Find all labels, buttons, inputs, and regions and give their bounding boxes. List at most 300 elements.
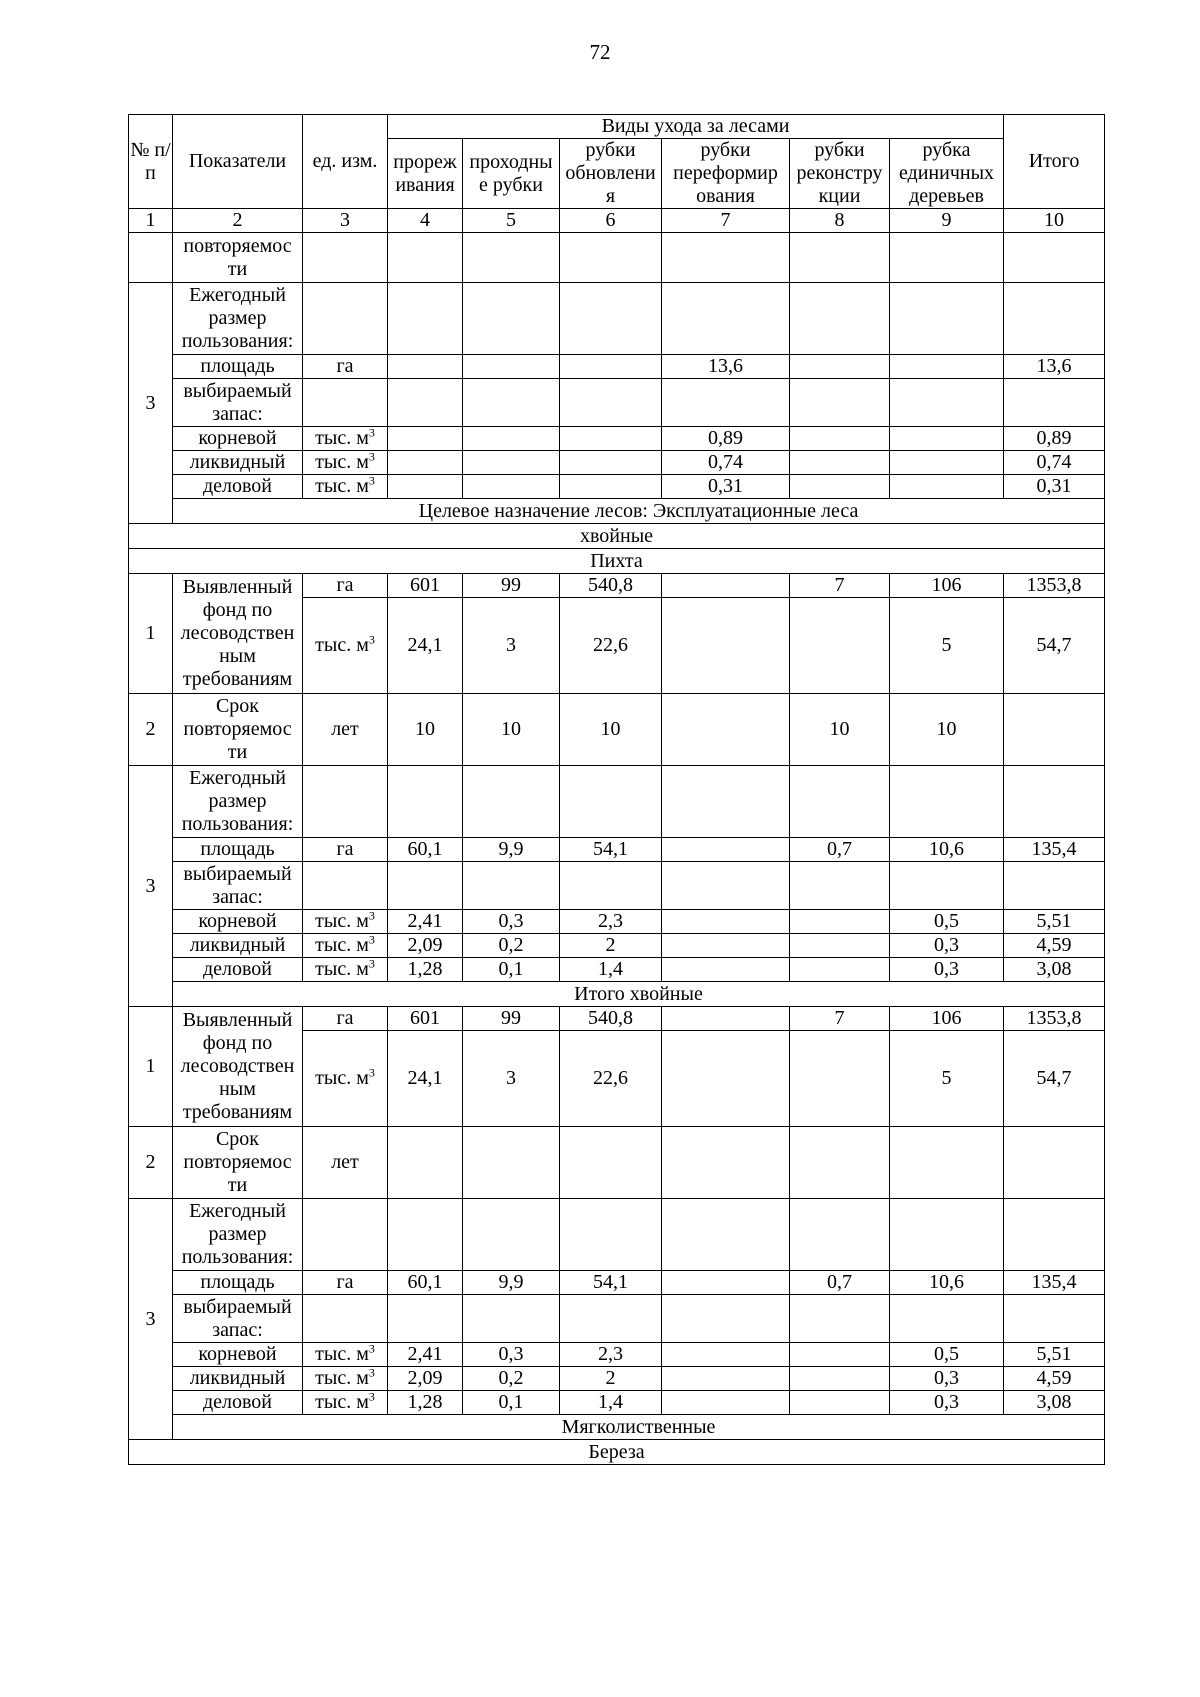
value-thinning: 601 [388, 574, 463, 598]
value-passage: 0,3 [463, 910, 560, 934]
table-row [129, 910, 1105, 934]
value-renewal: 10 [560, 694, 662, 766]
value-thinning [388, 862, 463, 910]
value-single-tree: 10 [890, 694, 1004, 766]
value-total: 1353,8 [1004, 1007, 1105, 1031]
value-reformation [662, 766, 790, 838]
value-reconstruction [790, 598, 890, 694]
value-total [1004, 766, 1105, 838]
table-row [129, 982, 1105, 1007]
value-passage: 0,1 [463, 1391, 560, 1415]
value-total: 4,59 [1004, 934, 1105, 958]
row-number [129, 233, 173, 283]
indicator-liquid: ликвидный [173, 451, 303, 475]
table-row [129, 958, 1105, 982]
table-row [129, 1440, 1105, 1465]
section-title-softwood: Мягколиственные [173, 1415, 1105, 1440]
value-thinning: 2,41 [388, 910, 463, 934]
table-row [129, 283, 1105, 355]
unit-superscript: 3 [368, 933, 375, 947]
unit-empty [303, 233, 388, 283]
unit-superscript: 3 [368, 450, 375, 464]
value-reconstruction [790, 427, 890, 451]
indicator-area: площадь [173, 355, 303, 379]
value-total [1004, 694, 1105, 766]
value-thinning [388, 475, 463, 499]
label-line: фонд по лесоводствен ным требованиям [180, 1032, 295, 1123]
value-reformation [662, 694, 790, 766]
forest-care-table [128, 114, 1105, 1465]
indicator-root: корневой [173, 427, 303, 451]
value-passage: 3 [463, 1031, 560, 1127]
value-passage [463, 283, 560, 355]
col-number: 6 [560, 209, 662, 233]
value-reformation [662, 838, 790, 862]
value-thinning: 60,1 [388, 838, 463, 862]
unit-superscript: 3 [368, 909, 375, 923]
table-row [129, 934, 1105, 958]
value-passage [463, 427, 560, 451]
value-renewal: 1,4 [560, 1391, 662, 1415]
indicator-area: площадь [173, 1271, 303, 1295]
value-thinning: 1,28 [388, 1391, 463, 1415]
value-renewal [560, 355, 662, 379]
value-passage: 0,3 [463, 1343, 560, 1367]
unit-ths-m3 [303, 1367, 388, 1391]
col-number: 9 [890, 209, 1004, 233]
value-reconstruction [790, 766, 890, 838]
value-renewal: 22,6 [560, 598, 662, 694]
row-number: 3 [129, 1199, 173, 1440]
value-reconstruction [790, 233, 890, 283]
value-reformation [662, 283, 790, 355]
col-number: 7 [662, 209, 790, 233]
value-total [1004, 862, 1105, 910]
value-passage: 0,1 [463, 958, 560, 982]
value-reconstruction [790, 1391, 890, 1415]
indicator-annual: Ежегодный размер пользования: [173, 283, 303, 355]
value-total [1004, 1127, 1105, 1199]
row-number: 2 [129, 1127, 173, 1199]
value-reformation [662, 1343, 790, 1367]
label-line: Выявленный [182, 576, 293, 598]
value-renewal [560, 233, 662, 283]
value-reformation [662, 934, 790, 958]
row-number: 2 [129, 694, 173, 766]
table-row [129, 1415, 1105, 1440]
value-thinning: 60,1 [388, 1271, 463, 1295]
unit-label: тыс. м [315, 427, 369, 449]
value-thinning [388, 427, 463, 451]
unit-empty [303, 283, 388, 355]
section-title-fir: Пихта [129, 549, 1105, 574]
value-renewal: 2,3 [560, 910, 662, 934]
value-single-tree: 5 [890, 1031, 1004, 1127]
table-row [129, 1127, 1105, 1199]
value-reconstruction [790, 1199, 890, 1271]
value-single-tree [890, 283, 1004, 355]
section-title-total_conifers: Итого хвойные [173, 982, 1105, 1007]
value-single-tree: 0,5 [890, 1343, 1004, 1367]
value-reconstruction [790, 1295, 890, 1343]
value-total: 3,08 [1004, 958, 1105, 982]
value-single-tree [890, 379, 1004, 427]
value-single-tree: 10,6 [890, 838, 1004, 862]
value-total [1004, 1295, 1105, 1343]
value-passage [463, 233, 560, 283]
value-passage: 9,9 [463, 838, 560, 862]
unit-superscript: 3 [368, 1366, 375, 1380]
unit-label: тыс. м [315, 1067, 369, 1089]
indicator-stock: выбираемый запас: [173, 379, 303, 427]
section-title-birch: Береза [129, 1440, 1105, 1465]
unit-ha: га [303, 1007, 388, 1031]
value-reformation [662, 379, 790, 427]
header-reconstruction-cutting: рубки реконстру кции [790, 139, 890, 209]
section-title-conifers: хвойные [129, 524, 1105, 549]
value-renewal: 2 [560, 1367, 662, 1391]
unit-ths-m3 [303, 475, 388, 499]
value-reconstruction [790, 934, 890, 958]
value-renewal: 22,6 [560, 1031, 662, 1127]
indicator-period-cont: повторяемос ти [173, 233, 303, 283]
value-renewal: 540,8 [560, 1007, 662, 1031]
value-total: 5,51 [1004, 910, 1105, 934]
value-thinning: 601 [388, 1007, 463, 1031]
unit-ha: га [303, 838, 388, 862]
value-single-tree [890, 475, 1004, 499]
unit-ths-m3 [303, 958, 388, 982]
header-reformation-cutting: рубки переформир ования [662, 139, 790, 209]
value-total: 0,74 [1004, 451, 1105, 475]
unit-ha: га [303, 355, 388, 379]
value-thinning [388, 283, 463, 355]
row-number: 1 [129, 1007, 173, 1127]
value-renewal: 2,3 [560, 1343, 662, 1367]
section-title-purpose: Целевое назначение лесов: Эксплуатационные леса [173, 499, 1105, 524]
value-total: 54,7 [1004, 1031, 1105, 1127]
value-passage [463, 1295, 560, 1343]
col-number: 10 [1004, 209, 1105, 233]
table-row [129, 1199, 1105, 1271]
value-renewal: 1,4 [560, 958, 662, 982]
table-row [129, 549, 1105, 574]
indicator-annual: Ежегодный размер пользования: [173, 766, 303, 838]
unit-superscript: 3 [368, 957, 375, 971]
header-single-tree-cutting: рубка единичных деревьев [890, 139, 1004, 209]
indicator-period: Срок повторяемос ти [173, 694, 303, 766]
value-renewal [560, 427, 662, 451]
row-number: 1 [129, 574, 173, 694]
value-single-tree: 5 [890, 598, 1004, 694]
value-thinning [388, 1295, 463, 1343]
value-total: 54,7 [1004, 598, 1105, 694]
value-single-tree: 0,3 [890, 1367, 1004, 1391]
header-unit: ед. изм. [303, 115, 388, 209]
value-single-tree: 0,3 [890, 934, 1004, 958]
unit-ths-m3 [303, 451, 388, 475]
value-reconstruction [790, 475, 890, 499]
unit-label: тыс. м [315, 1391, 369, 1413]
value-reformation: 13,6 [662, 355, 790, 379]
value-reformation [662, 574, 790, 598]
table-row [129, 1343, 1105, 1367]
unit-years: лет [303, 1127, 388, 1199]
value-thinning: 2,41 [388, 1343, 463, 1367]
value-reformation: 0,74 [662, 451, 790, 475]
value-reconstruction: 10 [790, 694, 890, 766]
col-number: 4 [388, 209, 463, 233]
value-reformation [662, 1007, 790, 1031]
indicator-root: корневой [173, 910, 303, 934]
value-thinning [388, 379, 463, 427]
indicator-liquid: ликвидный [173, 1367, 303, 1391]
value-passage: 99 [463, 1007, 560, 1031]
value-reconstruction: 0,7 [790, 1271, 890, 1295]
indicator-liquid: ликвидный [173, 934, 303, 958]
value-renewal [560, 283, 662, 355]
value-passage [463, 766, 560, 838]
value-reformation [662, 958, 790, 982]
value-total: 0,89 [1004, 427, 1105, 451]
value-reformation [662, 1271, 790, 1295]
unit-label: тыс. м [315, 1343, 369, 1365]
value-single-tree [890, 427, 1004, 451]
value-reconstruction: 0,7 [790, 838, 890, 862]
value-reconstruction: 7 [790, 574, 890, 598]
value-renewal: 2 [560, 934, 662, 958]
value-renewal: 54,1 [560, 838, 662, 862]
value-single-tree [890, 862, 1004, 910]
value-passage [463, 379, 560, 427]
table-row [129, 862, 1105, 910]
value-single-tree [890, 766, 1004, 838]
page-number: 72 [589, 40, 611, 64]
value-reformation [662, 233, 790, 283]
value-reconstruction [790, 1031, 890, 1127]
unit-ths-m3 [303, 1343, 388, 1367]
unit-ths-m3 [303, 910, 388, 934]
indicator-root: корневой [173, 1343, 303, 1367]
header-n: № п/п [129, 115, 173, 209]
col-number: 8 [790, 209, 890, 233]
value-passage [463, 1127, 560, 1199]
value-reconstruction [790, 355, 890, 379]
unit-superscript: 3 [368, 632, 375, 647]
value-renewal [560, 1127, 662, 1199]
value-thinning: 24,1 [388, 1031, 463, 1127]
table-row [129, 475, 1105, 499]
value-reformation [662, 862, 790, 910]
value-renewal: 540,8 [560, 574, 662, 598]
col-number: 2 [173, 209, 303, 233]
table-row [129, 694, 1105, 766]
value-total: 135,4 [1004, 1271, 1105, 1295]
table-row [129, 233, 1105, 283]
value-passage [463, 475, 560, 499]
value-renewal [560, 862, 662, 910]
value-thinning [388, 1127, 463, 1199]
unit-label: тыс. м [315, 934, 369, 956]
value-renewal [560, 1199, 662, 1271]
value-single-tree: 106 [890, 574, 1004, 598]
unit-ths-m3 [303, 934, 388, 958]
value-thinning: 2,09 [388, 934, 463, 958]
header-indicator: Показатели [173, 115, 303, 209]
value-reconstruction [790, 1343, 890, 1367]
indicator-area: площадь [173, 838, 303, 862]
value-passage: 0,2 [463, 1367, 560, 1391]
unit-ha: га [303, 574, 388, 598]
indicator-business: деловой [173, 1391, 303, 1415]
unit-years: лет [303, 694, 388, 766]
value-total [1004, 233, 1105, 283]
value-reformation [662, 910, 790, 934]
indicator-stock: выбираемый запас: [173, 862, 303, 910]
table-row [129, 574, 1105, 598]
unit-empty [303, 766, 388, 838]
value-reconstruction [790, 1367, 890, 1391]
value-renewal [560, 451, 662, 475]
indicator-business: деловой [173, 475, 303, 499]
value-passage: 0,2 [463, 934, 560, 958]
table-row [129, 524, 1105, 549]
value-reconstruction [790, 1127, 890, 1199]
col-number: 5 [463, 209, 560, 233]
value-thinning [388, 233, 463, 283]
indicator-found [173, 574, 303, 694]
unit-empty [303, 1199, 388, 1271]
value-total [1004, 283, 1105, 355]
indicator-annual: Ежегодный размер пользования: [173, 1199, 303, 1271]
value-total: 0,31 [1004, 475, 1105, 499]
table-row [129, 451, 1105, 475]
table-row [129, 499, 1105, 524]
indicator-found [173, 1007, 303, 1127]
value-reconstruction: 7 [790, 1007, 890, 1031]
value-thinning [388, 766, 463, 838]
value-thinning: 2,09 [388, 1367, 463, 1391]
value-thinning: 10 [388, 694, 463, 766]
value-reformation: 0,89 [662, 427, 790, 451]
value-single-tree [890, 1199, 1004, 1271]
value-passage [463, 862, 560, 910]
value-single-tree: 106 [890, 1007, 1004, 1031]
unit-label: тыс. м [315, 475, 369, 497]
value-reformation [662, 1199, 790, 1271]
value-reconstruction [790, 910, 890, 934]
table-row [129, 1295, 1105, 1343]
value-reformation [662, 1367, 790, 1391]
table-row [129, 1007, 1105, 1031]
unit-label: тыс. м [315, 451, 369, 473]
unit-label: тыс. м [315, 634, 369, 656]
value-renewal [560, 766, 662, 838]
value-total: 3,08 [1004, 1391, 1105, 1415]
value-reformation [662, 1391, 790, 1415]
value-single-tree [890, 233, 1004, 283]
unit-superscript: 3 [368, 474, 375, 488]
value-passage: 99 [463, 574, 560, 598]
value-renewal [560, 1295, 662, 1343]
table-row [129, 427, 1105, 451]
col-number: 3 [303, 209, 388, 233]
value-single-tree [890, 355, 1004, 379]
value-reformation [662, 1127, 790, 1199]
unit-ha: га [303, 1271, 388, 1295]
value-reconstruction [790, 958, 890, 982]
value-total [1004, 1199, 1105, 1271]
value-reconstruction [790, 862, 890, 910]
col-number: 1 [129, 209, 173, 233]
value-single-tree: 0,3 [890, 1391, 1004, 1415]
indicator-stock: выбираемый запас: [173, 1295, 303, 1343]
table-row [129, 1367, 1105, 1391]
unit-superscript: 3 [368, 426, 375, 440]
value-single-tree [890, 1127, 1004, 1199]
value-total: 13,6 [1004, 355, 1105, 379]
value-reconstruction [790, 379, 890, 427]
unit-ths-m3 [303, 598, 388, 694]
value-reformation [662, 598, 790, 694]
value-total: 1353,8 [1004, 574, 1105, 598]
unit-label: тыс. м [315, 910, 369, 932]
value-renewal: 54,1 [560, 1271, 662, 1295]
value-reformation: 0,31 [662, 475, 790, 499]
value-passage [463, 355, 560, 379]
unit-ths-m3 [303, 1031, 388, 1127]
value-total: 5,51 [1004, 1343, 1105, 1367]
unit-label: тыс. м [315, 1367, 369, 1389]
value-thinning [388, 1199, 463, 1271]
unit-ths-m3 [303, 427, 388, 451]
value-renewal [560, 475, 662, 499]
header-thinning: прореж ивания [388, 139, 463, 209]
row-number: 3 [129, 766, 173, 1007]
unit-label: тыс. м [315, 958, 369, 980]
unit-empty [303, 379, 388, 427]
value-passage: 3 [463, 598, 560, 694]
value-thinning: 1,28 [388, 958, 463, 982]
indicator-period: Срок повторяемос ти [173, 1127, 303, 1199]
indicator-business: деловой [173, 958, 303, 982]
value-thinning: 24,1 [388, 598, 463, 694]
unit-empty [303, 1295, 388, 1343]
table-row [129, 379, 1105, 427]
value-total: 135,4 [1004, 838, 1105, 862]
value-renewal [560, 379, 662, 427]
value-single-tree: 10,6 [890, 1271, 1004, 1295]
unit-superscript: 3 [368, 1065, 375, 1080]
header-passage-cutting: проходны е рубки [463, 139, 560, 209]
unit-ths-m3 [303, 1391, 388, 1415]
row-number: 3 [129, 283, 173, 524]
header-renewal-cutting: рубки обновлени я [560, 139, 662, 209]
value-single-tree [890, 1295, 1004, 1343]
label-line: Выявленный [182, 1009, 293, 1031]
value-passage [463, 451, 560, 475]
table-row [129, 355, 1105, 379]
table-row [129, 838, 1105, 862]
unit-empty [303, 862, 388, 910]
value-reformation [662, 1031, 790, 1127]
value-reconstruction [790, 283, 890, 355]
value-passage: 9,9 [463, 1271, 560, 1295]
value-reformation [662, 1295, 790, 1343]
table-row [129, 1271, 1105, 1295]
value-thinning [388, 451, 463, 475]
value-passage: 10 [463, 694, 560, 766]
